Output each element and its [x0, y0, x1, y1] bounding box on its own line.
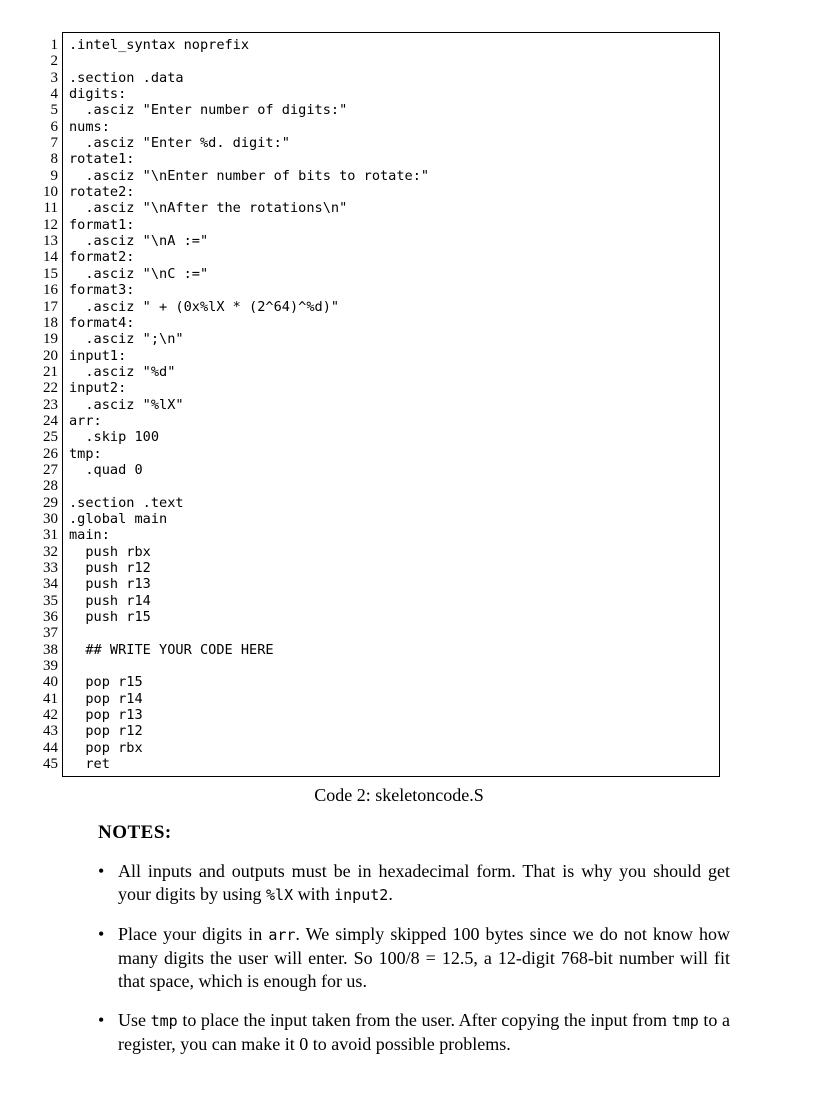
code-line: .asciz "\nA :=" — [69, 233, 209, 250]
note-item — [98, 860, 730, 907]
note-text: Place your digits in — [118, 924, 269, 944]
line-number: 20 — [43, 347, 58, 364]
code-line: push r12 — [69, 560, 151, 576]
line-number: 19 — [43, 331, 58, 348]
line-number: 32 — [43, 543, 58, 560]
line-number: 34 — [43, 576, 58, 593]
line-number: 7 — [50, 135, 58, 152]
note-text: . We simply skipped 100 bytes since we do not know how many digits the user will enter. So 100/8 = 12.5, a 12-digit 768-bit number will fit that space, which is enough for us. — [118, 924, 730, 991]
line-number: 26 — [43, 445, 58, 462]
code-line: input1: — [69, 347, 127, 364]
line-number: 43 — [43, 723, 58, 740]
line-number: 12 — [43, 216, 58, 233]
line-numbers — [40, 37, 58, 772]
line-number: 38 — [43, 641, 58, 658]
code-line: push r13 — [69, 576, 151, 593]
note-item — [98, 923, 730, 993]
code-line: format4: — [69, 314, 135, 331]
code-listing — [62, 32, 720, 777]
code-term: tmp — [150, 1012, 178, 1030]
code-line: main: — [69, 527, 110, 544]
code-line: rotate1: — [69, 151, 135, 168]
code-line: .asciz "Enter %d. digit:" — [69, 135, 290, 152]
line-number: 28 — [43, 478, 58, 495]
line-number: 2 — [50, 53, 58, 70]
code-line: .asciz " + (0x%lX * (2^64)^%d)" — [69, 298, 340, 315]
line-number: 15 — [43, 265, 58, 282]
line-number: 33 — [43, 560, 58, 576]
code-term: arr — [268, 926, 296, 944]
line-number: 27 — [43, 461, 58, 478]
code-line: .asciz "\nC :=" — [69, 265, 209, 282]
code-line: .asciz "\nAfter the rotations\n" — [69, 200, 348, 217]
line-number: 24 — [43, 412, 58, 429]
line-number: 1 — [50, 37, 58, 53]
line-number: 5 — [50, 102, 58, 119]
line-number: 45 — [43, 756, 58, 773]
code-line: tmp: — [69, 445, 102, 462]
note-text: Use — [118, 1010, 151, 1030]
bullet-icon: • — [98, 861, 105, 881]
code-line: push r15 — [69, 609, 151, 626]
line-number: 10 — [43, 184, 58, 201]
code-line: arr: — [69, 412, 102, 429]
line-number: 3 — [50, 69, 58, 86]
code-line: pop r13 — [69, 707, 143, 724]
code-line: format3: — [69, 282, 135, 299]
code-term: input2 — [334, 886, 389, 904]
code-line — [69, 658, 429, 674]
code-line: nums: — [69, 118, 110, 135]
note-text: with — [293, 884, 335, 904]
notes-title: NOTES: — [98, 822, 172, 843]
note-text: . — [388, 884, 393, 904]
note-item — [98, 1009, 730, 1056]
code-term: %lX — [266, 886, 294, 904]
line-number: 8 — [50, 151, 58, 168]
note-text: to place the input taken from the user. After copying the input from — [177, 1010, 672, 1030]
code-line: pop r14 — [69, 690, 143, 707]
code-line: .asciz "Enter number of digits:" — [69, 102, 348, 119]
line-number: 35 — [43, 592, 58, 609]
code-caption: Code 2: skeletoncode.S — [314, 785, 484, 805]
code-term: tmp — [671, 1012, 699, 1030]
line-number: 37 — [43, 625, 58, 642]
line-number: 11 — [43, 200, 58, 217]
code-line: .quad 0 — [69, 461, 143, 478]
code-line: input2: — [69, 380, 127, 397]
code-line: .asciz "%lX" — [69, 396, 184, 413]
line-number: 39 — [43, 658, 58, 675]
bullet-icon: • — [98, 1010, 105, 1030]
line-number: 25 — [43, 429, 58, 446]
line-number: 16 — [43, 282, 58, 299]
code-line: push rbx — [69, 543, 151, 560]
code-line — [69, 53, 429, 69]
line-number: 22 — [43, 380, 58, 397]
code-line: ## WRITE YOUR CODE HERE — [69, 641, 274, 658]
line-number: 13 — [43, 233, 58, 250]
line-number: 17 — [43, 298, 58, 315]
line-number: 14 — [43, 249, 58, 266]
line-number: 6 — [50, 118, 58, 135]
line-number: 9 — [50, 167, 58, 184]
line-number: 23 — [43, 396, 58, 413]
code-line: pop r12 — [69, 723, 143, 740]
bullet-icon: • — [98, 924, 105, 944]
code-line: .intel_syntax noprefix — [69, 37, 250, 53]
note-text: All inputs and outputs must be in hexadecimal form. That is why you should get your digits by using — [118, 861, 730, 904]
notes-list — [98, 860, 730, 1072]
code-line: rotate2: — [69, 184, 135, 201]
line-number: 18 — [43, 314, 58, 331]
line-number: 4 — [50, 86, 58, 103]
line-number: 21 — [43, 363, 58, 380]
code-line: .asciz ";\n" — [69, 331, 184, 348]
line-number: 29 — [43, 494, 58, 511]
code-line: .section .text — [69, 494, 184, 511]
code-line: .asciz "%d" — [69, 363, 176, 380]
line-number: 36 — [43, 609, 58, 626]
line-number: 41 — [43, 690, 58, 707]
note-text: to a register, you can make it 0 to avoid possible problems. — [118, 1010, 730, 1054]
code-line: pop r15 — [69, 674, 143, 691]
code-line: pop rbx — [69, 739, 143, 756]
line-number: 40 — [43, 674, 58, 691]
line-number: 42 — [43, 707, 58, 724]
code-lines — [69, 37, 429, 772]
code-line — [69, 478, 429, 494]
code-line: format2: — [69, 249, 135, 266]
code-line: .section .data — [69, 69, 184, 86]
code-line: format1: — [69, 216, 135, 233]
line-number: 30 — [43, 510, 58, 527]
code-line: digits: — [69, 86, 127, 103]
line-number: 44 — [43, 739, 58, 756]
code-line: .skip 100 — [69, 429, 160, 446]
code-line: push r14 — [69, 592, 151, 609]
code-line: ret — [69, 756, 110, 773]
line-number: 31 — [43, 527, 58, 544]
code-line: .global main — [69, 510, 168, 527]
code-line: .asciz "\nEnter number of bits to rotate:" — [69, 167, 430, 184]
code-line — [69, 625, 429, 641]
